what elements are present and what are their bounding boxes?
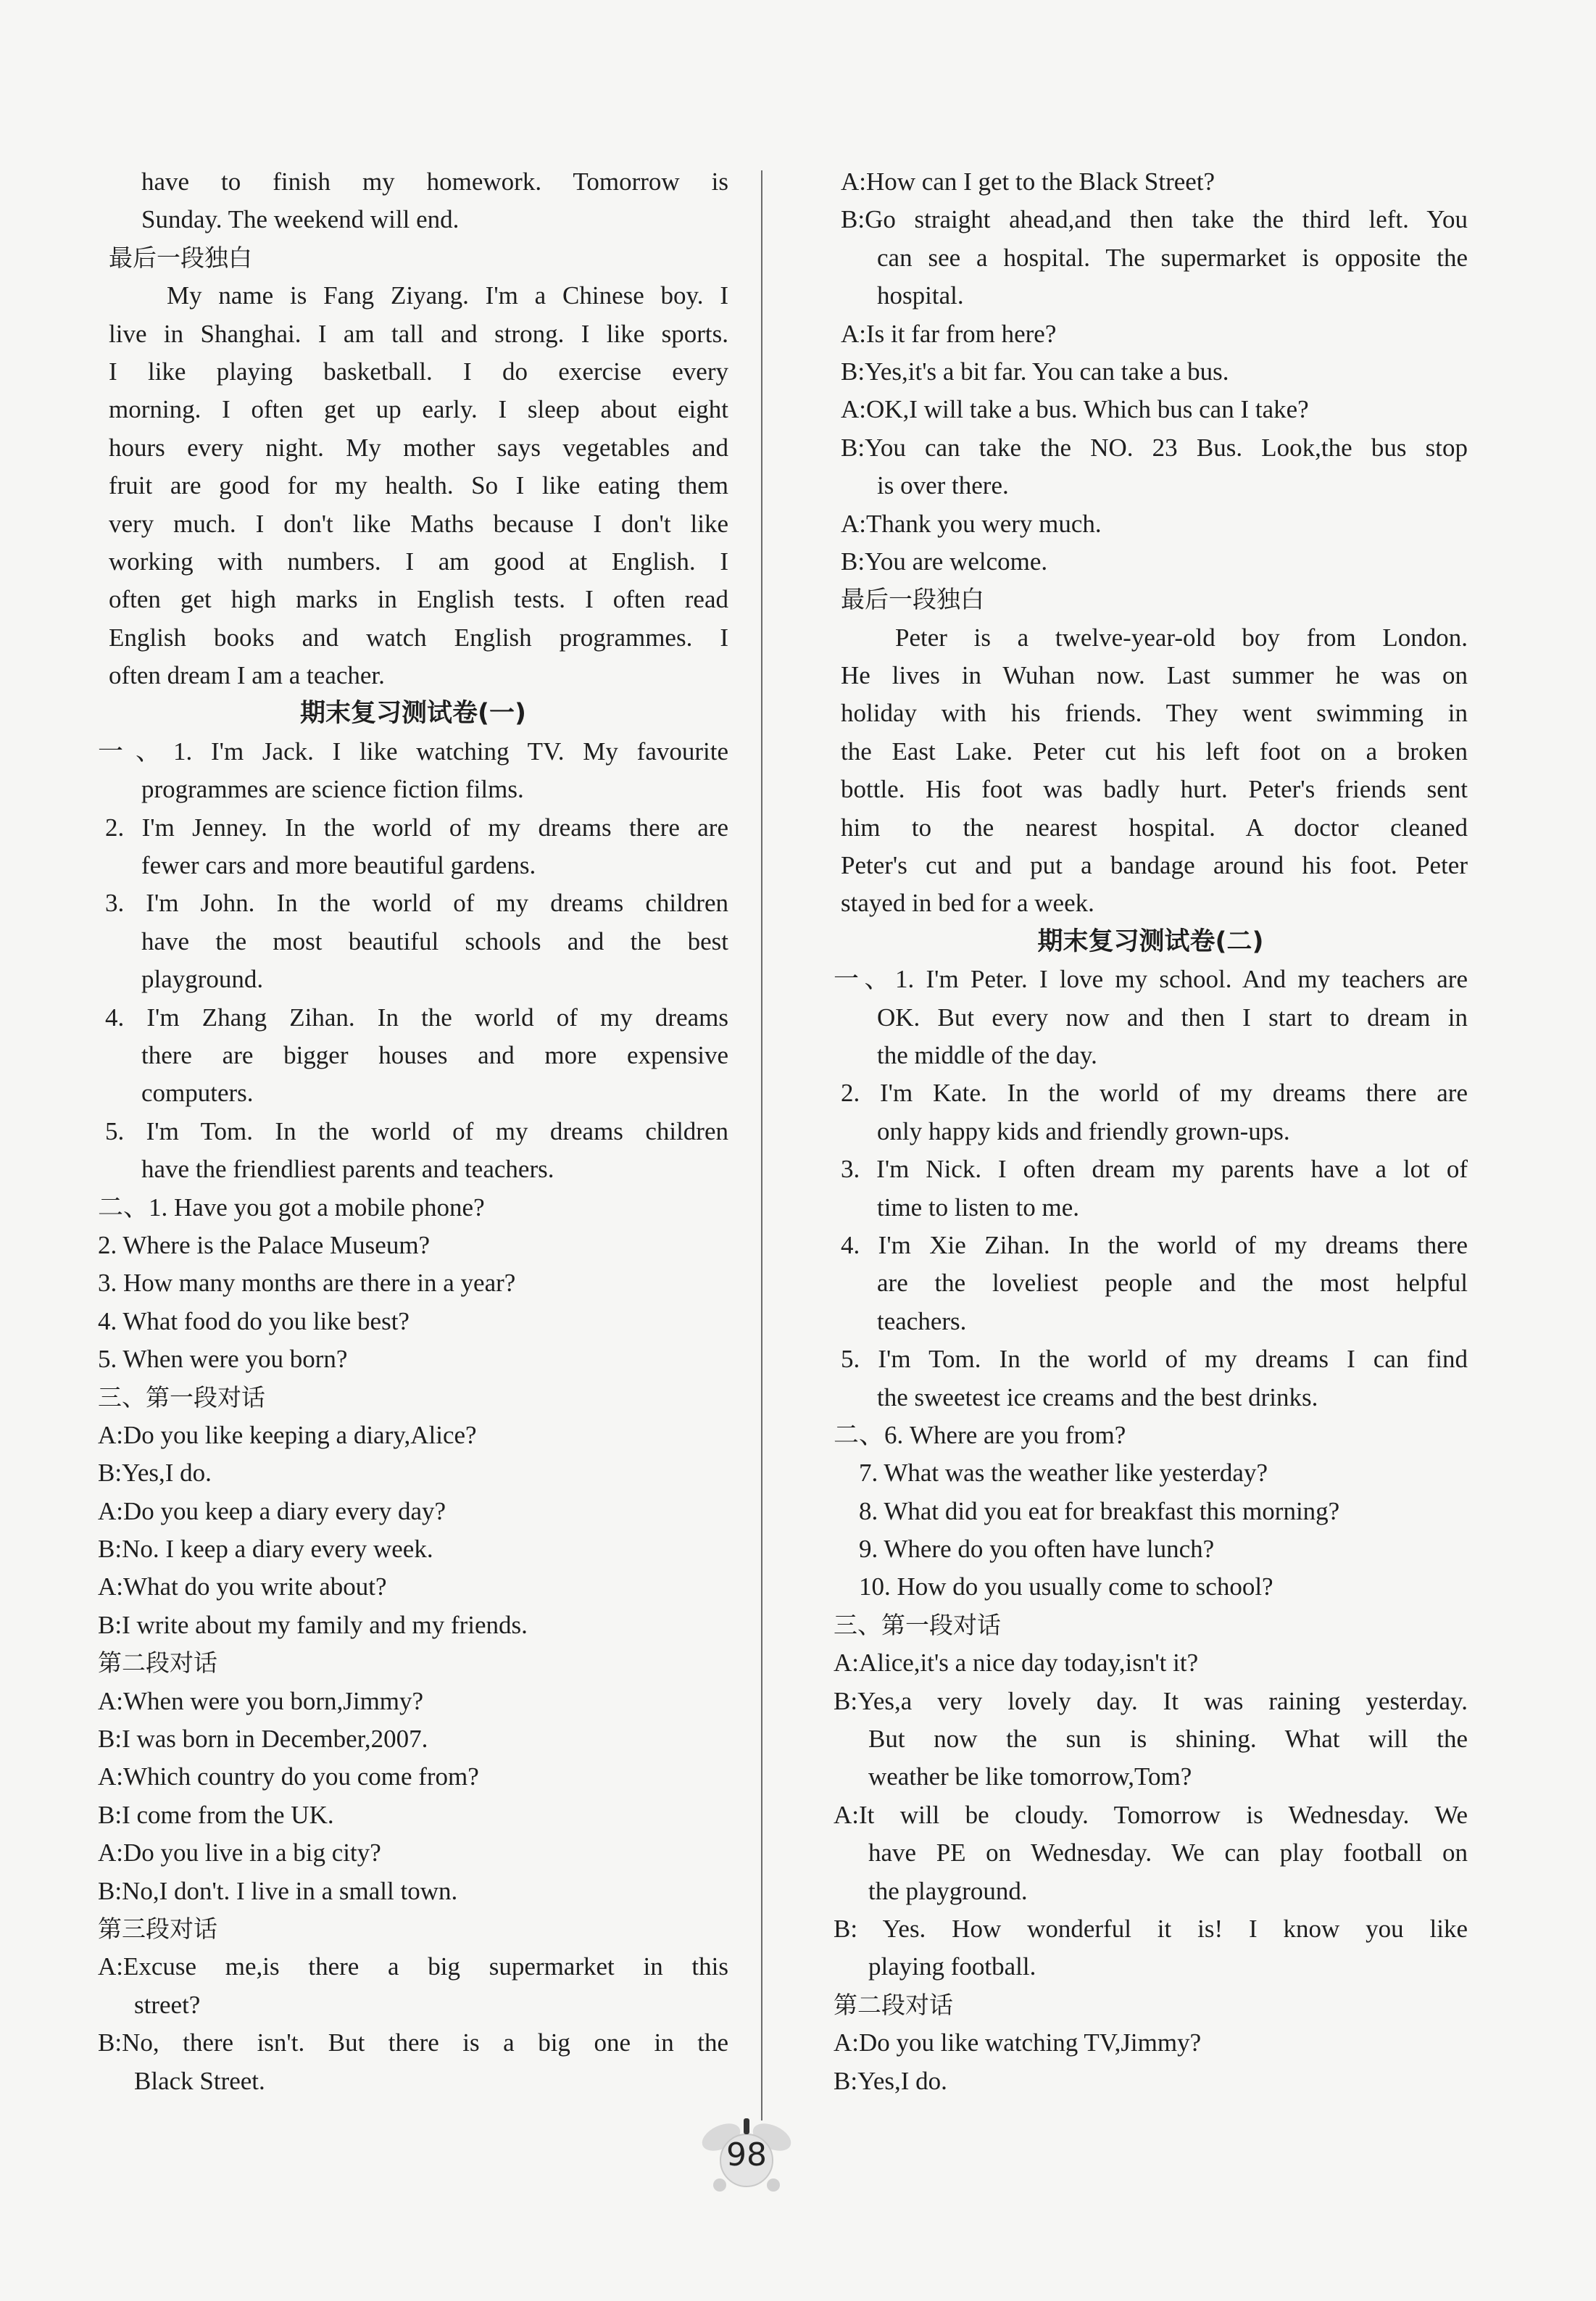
text-line: Sunday. The weekend will end. — [141, 205, 460, 234]
text-line: A:Do you like watching TV,Jimmy? — [834, 2028, 1202, 2057]
text-line: 7. What was the weather like yesterday? — [859, 1459, 1268, 1488]
text-line: is over there. — [877, 471, 1009, 500]
section-label: 三、第一段对话 — [834, 1610, 1001, 1639]
text-line: hospital. — [877, 281, 964, 310]
section-label: 最后一段独白 — [841, 585, 984, 614]
text-line: weather be like tomorrow,Tom? — [868, 1762, 1192, 1791]
text-line: 10. How do you usually come to school? — [859, 1572, 1273, 1601]
text-line: B:No, there isn't. But there is a big one in the — [98, 2028, 728, 2057]
text-line: My name is Fang Ziyang. I'm a Chinese boy. I — [167, 281, 728, 310]
text-line: I like playing basketball. I do exercise every — [109, 357, 728, 386]
text-line: B:Yes,it's a bit far. You can take a bus. — [841, 357, 1229, 386]
text-line: B:Yes,I do. — [834, 2066, 947, 2095]
text-line: working with numbers. I am good at English. I — [109, 547, 728, 576]
text-line: him to the nearest hospital. A doctor cleaned — [841, 813, 1468, 842]
text-line: B:No,I don't. I live in a small town. — [98, 1876, 458, 1905]
text-line: 4. I'm Xie Zihan. In the world of my dreams there — [841, 1230, 1468, 1259]
text-line: computers. — [141, 1079, 254, 1108]
text-line: A:Do you live in a big city? — [98, 1838, 381, 1867]
right-column — [834, 163, 1468, 2100]
text-line: 二、1. Have you got a mobile phone? — [98, 1193, 485, 1222]
section-heading: 期末复习测试卷(一) — [300, 699, 526, 729]
section-label: 第二段对话 — [834, 1990, 953, 2019]
text-line: playing football. — [868, 1952, 1036, 1981]
text-line: live in Shanghai. I am tall and strong. I like sports. — [109, 319, 728, 348]
text-line: B:I was born in December,2007. — [98, 1725, 428, 1754]
text-line: B:Go straight ahead,and then take the third left. You — [841, 205, 1468, 234]
text-line: there are bigger houses and more expensive — [141, 1040, 728, 1069]
text-line: bottle. His foot was badly hurt. Peter's friends sent — [841, 775, 1468, 804]
text-line: teachers. — [877, 1306, 967, 1335]
text-line: A:OK,I will take a bus. Which bus can I take? — [841, 395, 1309, 424]
text-line: 2. I'm Kate. In the world of my dreams there are — [841, 1079, 1468, 1108]
text-line: stayed in bed for a week. — [841, 889, 1094, 918]
text-line: He lives in Wuhan now. Last summer he was on — [841, 661, 1468, 690]
text-line: B:You can take the NO. 23 Bus. Look,the bus stop — [841, 433, 1468, 462]
text-line: A:Thank you wery much. — [841, 509, 1102, 538]
column-divider — [761, 170, 762, 2120]
text-line: A:Is it far from here? — [841, 319, 1057, 348]
page-number: 98 — [726, 2136, 767, 2173]
text-line: A:Do you like keeping a diary,Alice? — [98, 1420, 477, 1449]
section-label: 三、第一段对话 — [98, 1382, 265, 1411]
text-line: are the loveliest people and the most helpful — [877, 1269, 1468, 1298]
text-line: holiday with his friends. They went swimming in — [841, 699, 1468, 728]
text-line: A:Do you keep a diary every day? — [98, 1496, 446, 1525]
section-label: 第三段对话 — [98, 1914, 217, 1943]
text-line: the playground. — [868, 1876, 1028, 1905]
text-line: Peter's cut and put a bandage around his foot. Peter — [841, 851, 1468, 880]
text-line: programmes are science fiction films. — [141, 775, 524, 804]
text-line: 3. I'm Nick. I often dream my parents have a lot of — [841, 1155, 1468, 1184]
text-line: have the friendliest parents and teachers. — [141, 1155, 554, 1184]
text-line: have PE on Wednesday. We can play football on — [868, 1838, 1468, 1867]
text-line: OK. But every now and then I start to dream in — [877, 1003, 1468, 1032]
text-line: 5. I'm Tom. In the world of my dreams children — [105, 1116, 728, 1145]
text-line: A:Which country do you come from? — [98, 1762, 479, 1791]
section-label: 最后一段独白 — [109, 243, 252, 272]
text-line: hours every night. My mother says vegetables and — [109, 433, 728, 462]
text-line: A:What do you write about? — [98, 1572, 387, 1601]
text-line: 5. I'm Tom. In the world of my dreams I can find — [841, 1345, 1468, 1374]
text-line: 2. Where is the Palace Museum? — [98, 1230, 431, 1259]
text-line: A:When were you born,Jimmy? — [98, 1686, 424, 1715]
text-line: A:It will be cloudy. Tomorrow is Wednesday. We — [834, 1800, 1468, 1829]
text-line: English books and watch English programmes. I — [109, 623, 728, 652]
text-line: 8. What did you eat for breakfast this morning? — [859, 1496, 1340, 1525]
text-line: the middle of the day. — [877, 1040, 1097, 1069]
text-line: A:How can I get to the Black Street? — [841, 167, 1215, 196]
text-line: playground. — [141, 965, 264, 994]
text-line: 二、6. Where are you from? — [834, 1420, 1126, 1449]
text-line: B:No. I keep a diary every week. — [98, 1535, 433, 1564]
text-line: the sweetest ice creams and the best drinks. — [877, 1382, 1318, 1411]
text-line: can see a hospital. The supermarket is opposite the — [877, 243, 1468, 272]
text-line: often dream I am a teacher. — [109, 661, 385, 690]
text-line: 3. I'm John. In the world of my dreams children — [105, 889, 728, 918]
text-line: 一、1. I'm Peter. I love my school. And my teachers are — [834, 965, 1468, 994]
text-line: morning. I often get up early. I sleep about eight — [109, 395, 728, 424]
text-line: B:Yes,I do. — [98, 1459, 212, 1488]
text-line: 3. How many months are there in a year? — [98, 1269, 516, 1298]
text-line: B: Yes. How wonderful it is! I know you like — [834, 1914, 1468, 1943]
text-line: Black Street. — [134, 2066, 265, 2095]
text-line: 4. What food do you like best? — [98, 1306, 410, 1335]
text-line: 一、1. I'm Jack. I like watching TV. My favourite — [98, 737, 728, 766]
text-line: A:Alice,it's a nice day today,isn't it? — [834, 1649, 1199, 1678]
text-line: fewer cars and more beautiful gardens. — [141, 851, 536, 880]
text-line: very much. I don't like Maths because I don't like — [109, 509, 728, 538]
text-line: only happy kids and friendly grown-ups. — [877, 1116, 1290, 1145]
text-line: B:Yes,a very lovely day. It was raining yesterday. — [834, 1686, 1468, 1715]
text-line: the East Lake. Peter cut his left foot on a broken — [841, 737, 1468, 766]
text-line: 5. When were you born? — [98, 1345, 348, 1374]
left-column — [98, 163, 728, 2100]
text-line: 4. I'm Zhang Zihan. In the world of my dreams — [105, 1003, 728, 1032]
text-line: Peter is a twelve-year-old boy from London. — [895, 623, 1468, 652]
text-line: B:I come from the UK. — [98, 1800, 334, 1829]
text-line: have the most beautiful schools and the best — [141, 926, 728, 955]
text-line: B:I write about my family and my friends. — [98, 1610, 528, 1639]
text-line: But now the sun is shining. What will the — [868, 1725, 1468, 1754]
section-heading: 期末复习测试卷(二) — [1037, 926, 1264, 956]
text-line: time to listen to me. — [877, 1193, 1079, 1222]
text-line: fruit are good for my health. So I like eating them — [109, 471, 728, 500]
section-label: 第二段对话 — [98, 1649, 217, 1678]
text-line: B:You are welcome. — [841, 547, 1048, 576]
text-line: street? — [134, 1990, 201, 2019]
text-line: 9. Where do you often have lunch? — [859, 1535, 1215, 1564]
text-line: A:Excuse me,is there a big supermarket in this — [98, 1952, 728, 1981]
text-line: have to finish my homework. Tomorrow is — [141, 167, 728, 196]
text-line: often get high marks in English tests. I often read — [109, 585, 728, 614]
page-number-badge — [699, 2108, 794, 2202]
text-line: 2. I'm Jenney. In the world of my dreams there are — [105, 813, 728, 842]
